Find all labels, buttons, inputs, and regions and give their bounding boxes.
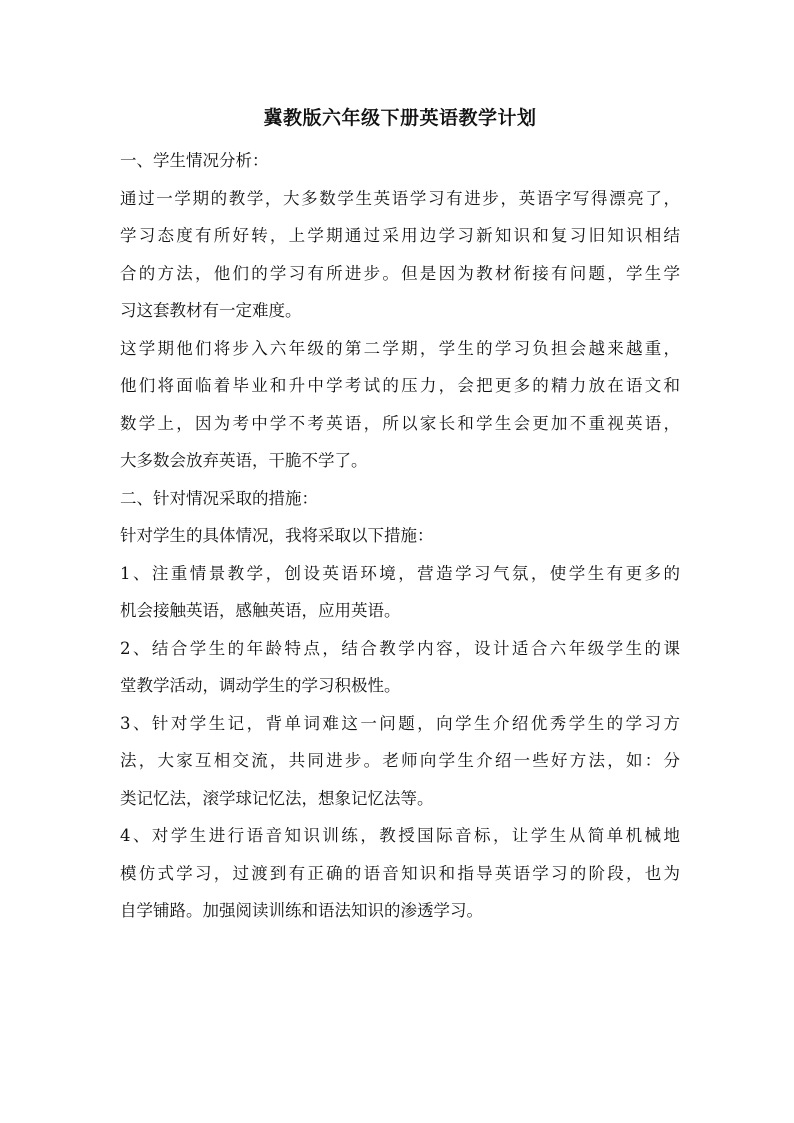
paragraph-line: 针对学生的具体情况，我将采取以下措施： <box>120 526 434 545</box>
document-title: 冀教版六年级下册英语教学计划 <box>263 107 537 129</box>
paragraph-line: 1、注重情景教学，创设英语环境，营造学习气氛，使学生有更多的 <box>120 563 680 583</box>
paragraph-line: 3、针对学生记，背单词难这一问题，向学生介绍优秀学生的学习方 <box>120 713 680 733</box>
paragraph-line: 堂教学活动，调动学生的学习积极性。 <box>120 676 401 695</box>
paragraph-measures-intro <box>120 517 680 555</box>
paragraph-line: 通过一学期的教学，大多数学生英语学习有进步，英语字写得漂亮了， <box>120 188 680 208</box>
paragraph-line: 4、对学生进行语音知识训练，教授国际音标，让学生从简单机械地 <box>120 826 680 845</box>
paragraph-line: 他们将面临着毕业和升中学考试的压力，会把更多的精力放在语文和 <box>120 376 680 395</box>
heading-line: 一、学生情况分析： <box>120 151 269 170</box>
paragraph-line: 大多数会放弃英语，干脆不学了。 <box>120 451 368 470</box>
paragraph-progress <box>120 180 680 330</box>
heading-line: 二、针对情况采取的措施： <box>120 488 318 508</box>
section-heading-measures <box>120 480 680 518</box>
paragraph-line: 习这套教材有一定难度。 <box>120 301 302 320</box>
paragraph-line: 类记忆法，滚学球记忆法，想象记忆法等。 <box>120 788 434 808</box>
paragraph-line: 自学铺路。加强阅读训练和语法知识的渗透学习。 <box>120 901 483 920</box>
list-item-2 <box>120 630 680 705</box>
paragraph-line: 这学期他们将步入六年级的第二学期，学生的学习负担会越来越重， <box>120 338 680 358</box>
paragraph-line: 学习态度有所好转，上学期通过采用边学习新知识和复习旧知识相结 <box>120 226 680 245</box>
list-item-1 <box>120 555 680 630</box>
paragraph-line: 法，大家互相交流，共同进步。老师向学生介绍一些好方法，如：分 <box>120 751 680 770</box>
list-item-4 <box>120 817 680 930</box>
section-heading-student-analysis <box>120 142 680 180</box>
paragraph-line: 合的方法，他们的学习有所进步。但是因为教材衔接有问题，学生学 <box>120 263 680 283</box>
paragraph-line: 数学上，因为考中学不考英语，所以家长和学生会更加不重视英语， <box>120 413 680 433</box>
list-item-3 <box>120 705 680 818</box>
paragraph-line: 机会接触英语，感触英语，应用英语。 <box>120 601 401 620</box>
document-page <box>120 104 680 930</box>
paragraph-pressure <box>120 330 680 480</box>
paragraph-line: 模仿式学习，过渡到有正确的语音知识和指导英语学习的阶段，也为 <box>120 863 680 883</box>
paragraph-line: 2、结合学生的年龄特点，结合教学内容，设计适合六年级学生的课 <box>120 638 680 658</box>
